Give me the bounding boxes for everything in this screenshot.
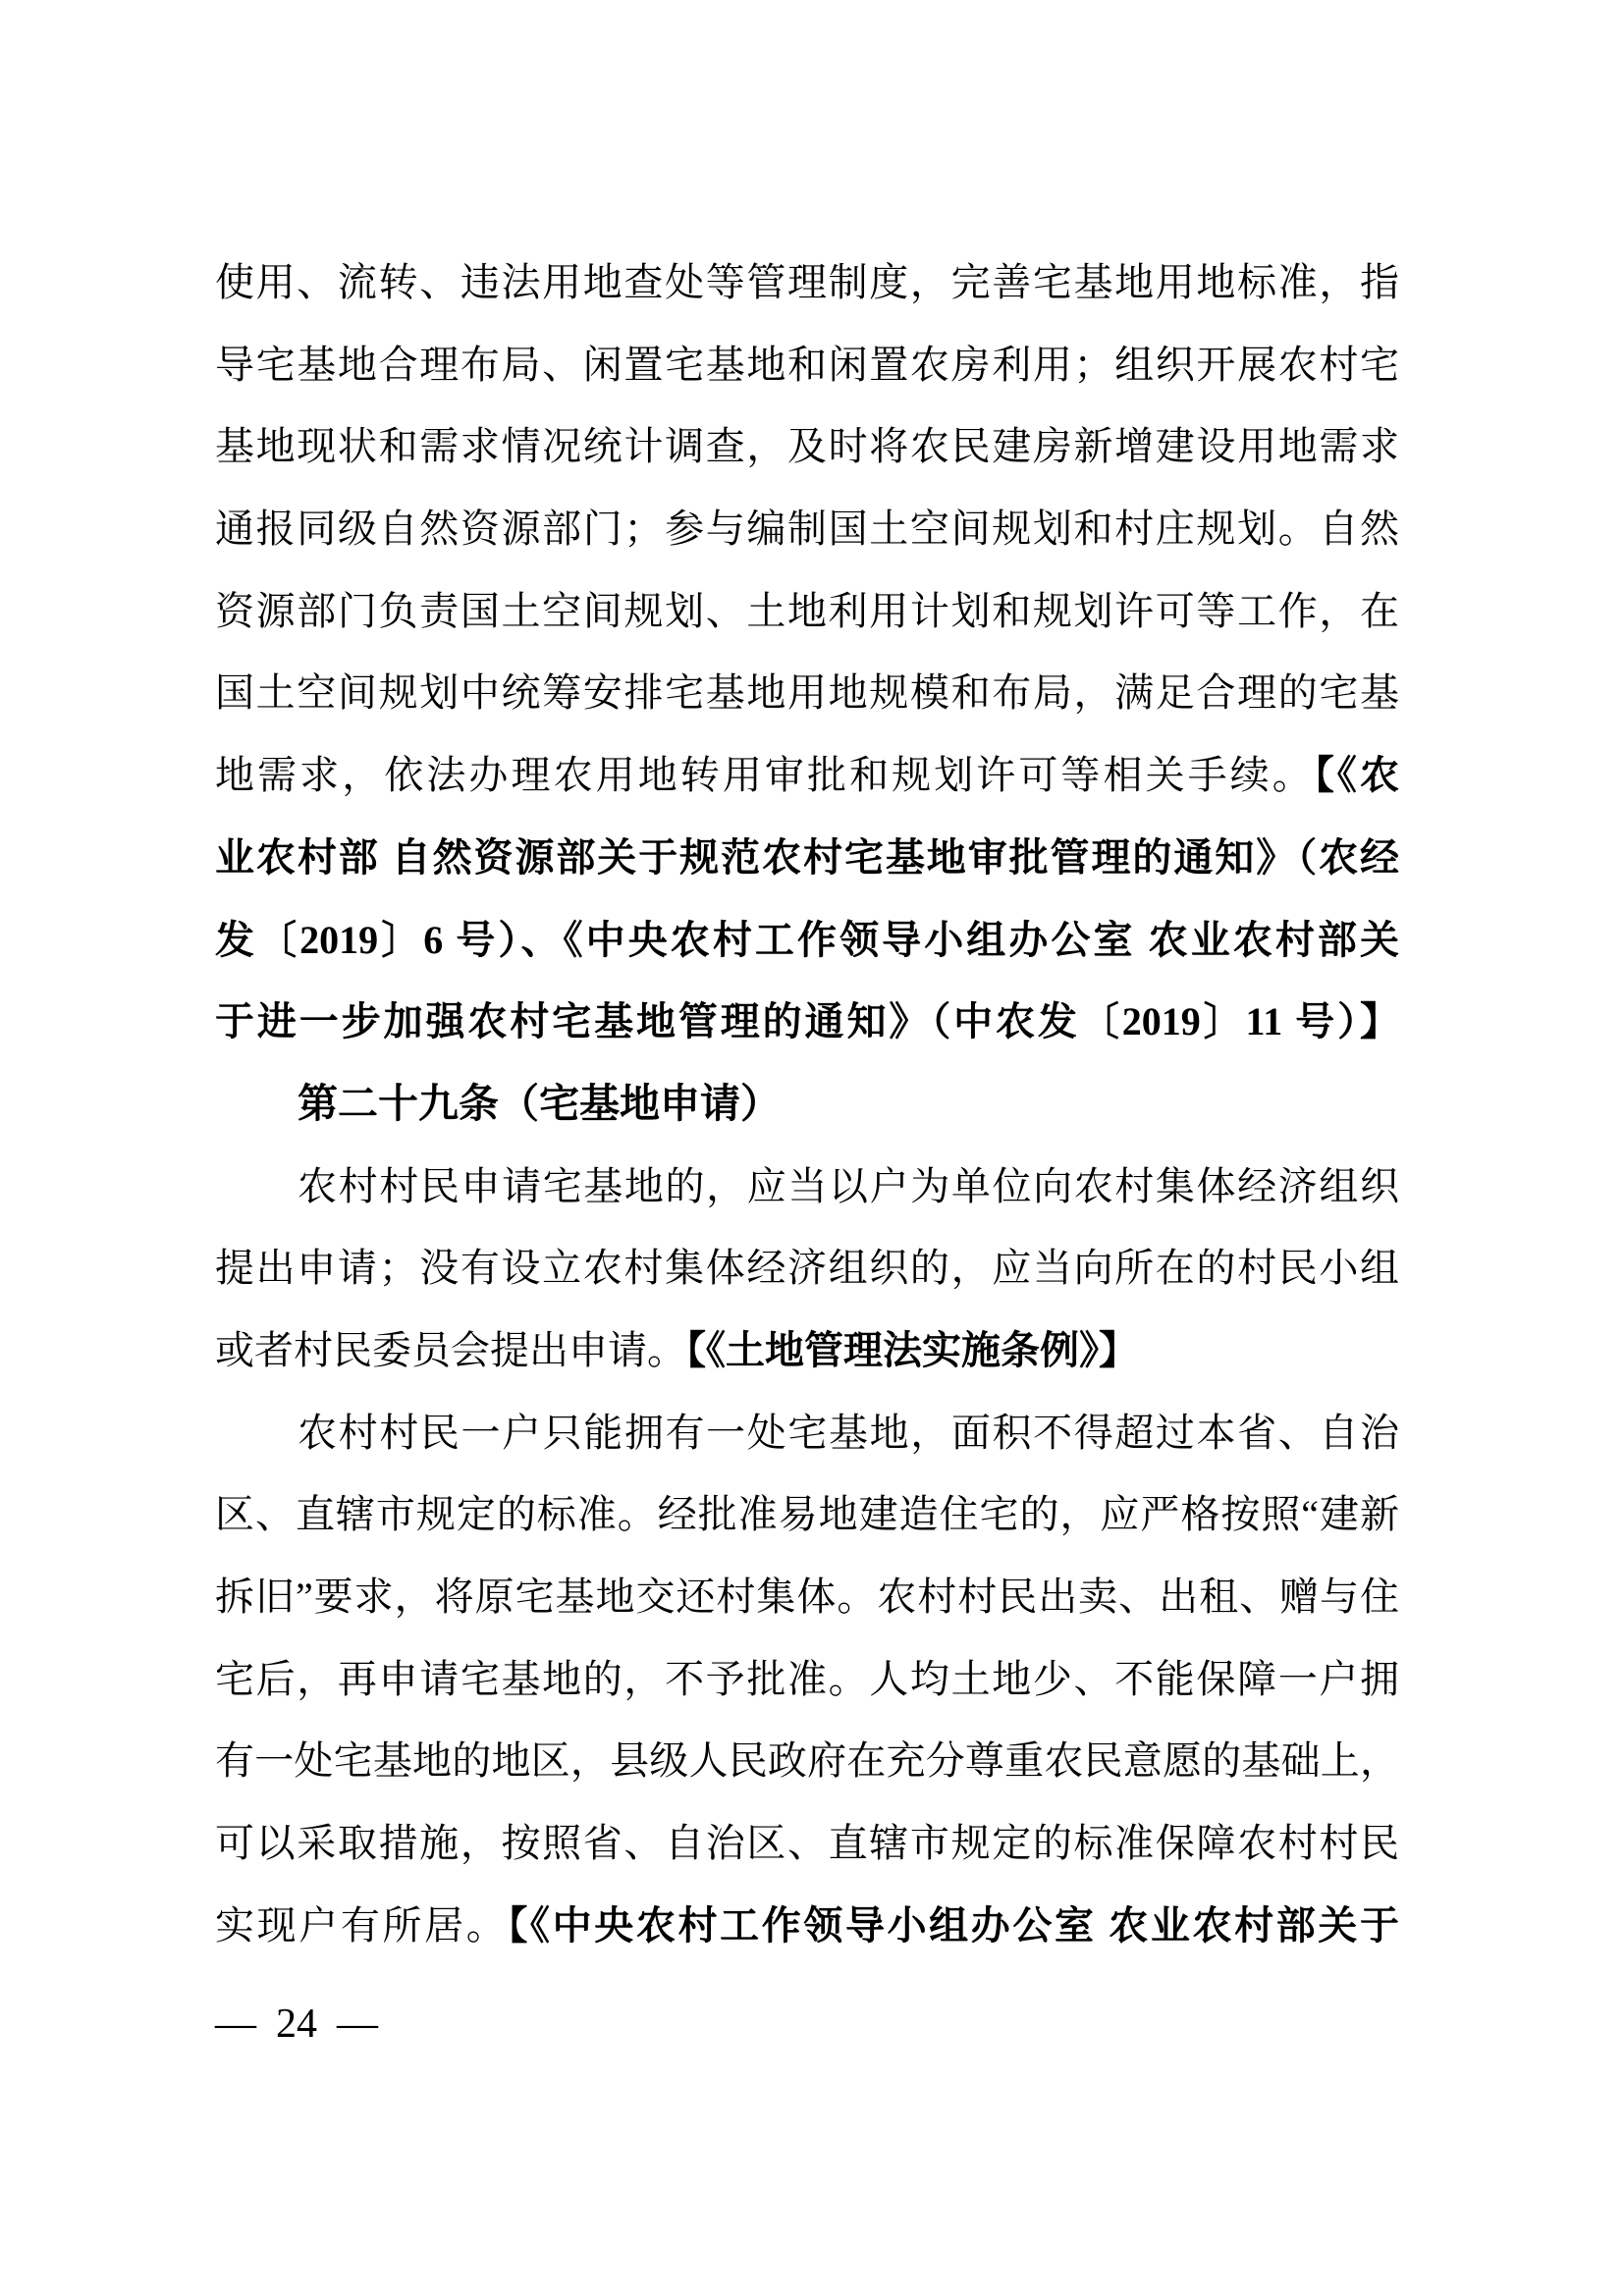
body-text: 区、直辖市规定的标准。经批准易地建造住宅的，应严格按照“建新 [215, 1492, 1399, 1537]
body-text: 地需求，依法办理农用地转用审批和规划许可等相关手续。 [215, 753, 1315, 798]
doc-line-18 [215, 1638, 1399, 1721]
doc-line-14 [215, 1309, 1399, 1392]
article-29-heading [215, 1063, 1399, 1146]
citation-text: 【《农 [1314, 753, 1400, 798]
citation-text: 【《土地管理法实施条例》】 [686, 1327, 1138, 1372]
doc-line-02 [215, 324, 1399, 406]
body-text: 拆旧”要求，将原宅基地交还村集体。农村村民出卖、出租、赠与住 [215, 1575, 1399, 1619]
doc-line-13 [215, 1227, 1399, 1309]
citation-text: 发〔2019〕6 号）、《中央农村工作领导小组办公室 农业农村部关 [215, 917, 1399, 962]
heading-text: 第二十九条（宅基地申请） [298, 1080, 781, 1126]
footer-dash-left: — [215, 2002, 256, 2047]
doc-line-01 [215, 241, 1399, 324]
doc-line-04 [215, 488, 1399, 570]
body-text: 导宅基地合理布局、闲置宅基地和闲置农房利用；组织开展农村宅 [215, 342, 1399, 387]
body-text: 实现户有所居。 [215, 1902, 509, 1948]
footer-dash-right: — [337, 2002, 378, 2047]
doc-line-20 [215, 1802, 1399, 1885]
body-text: 农村村民一户只能拥有一处宅基地，面积不得超过本省、自治 [298, 1410, 1399, 1455]
body-text: 农村村民申请宅基地的，应当以户为单位向农村集体经济组织 [298, 1163, 1399, 1208]
citation-text: 【《中央农村工作领导小组办公室 农业农村部关于 [508, 1902, 1400, 1948]
doc-line-09 [215, 899, 1399, 982]
doc-line-21 [215, 1885, 1399, 1967]
doc-line-17 [215, 1556, 1399, 1638]
citation-text: 于进一步加强农村宅基地管理的通知》（中农发〔2019〕11 号）】 [215, 999, 1399, 1044]
doc-line-05 [215, 570, 1399, 653]
body-text: 通报同级自然资源部门；参与编制国土空间规划和村庄规划。自然 [215, 507, 1399, 552]
doc-line-07 [215, 734, 1399, 817]
doc-line-15 [215, 1392, 1399, 1474]
body-text: 有一处宅基地的地区，县级人民政府在充分尊重农民意愿的基础上， [215, 1738, 1399, 1784]
doc-line-10 [215, 981, 1399, 1063]
body-text: 可以采取措施，按照省、自治区、直辖市规定的标准保障农村村民 [215, 1821, 1399, 1866]
body-text: 或者村民委员会提出申请。 [215, 1327, 686, 1372]
page-number: 24 [276, 2002, 317, 2047]
doc-line-16 [215, 1473, 1399, 1556]
body-text: 使用、流转、违法用地查处等管理制度，完善宅基地用地标准，指 [215, 260, 1399, 304]
page-footer [215, 1995, 378, 2054]
text-block [215, 241, 1399, 1966]
body-text: 提出申请；没有设立农村集体经济组织的，应当向所在的村民小组 [215, 1246, 1399, 1291]
doc-line-03 [215, 405, 1399, 488]
body-text: 资源部门负责国土空间规划、土地利用计划和规划许可等工作，在 [215, 588, 1399, 633]
body-text: 宅后，再申请宅基地的，不予批准。人均土地少、不能保障一户拥 [215, 1656, 1399, 1701]
doc-line-08 [215, 817, 1399, 899]
citation-text: 业农村部 自然资源部关于规范农村宅基地审批管理的通知》（农经 [215, 834, 1399, 880]
body-text: 国土空间规划中统筹安排宅基地用地规模和布局，满足合理的宅基 [215, 670, 1399, 716]
body-text: 基地现状和需求情况统计调查，及时将农民建房新增建设用地需求 [215, 424, 1399, 469]
doc-line-19 [215, 1720, 1399, 1802]
doc-line-06 [215, 652, 1399, 734]
doc-line-12 [215, 1146, 1399, 1228]
